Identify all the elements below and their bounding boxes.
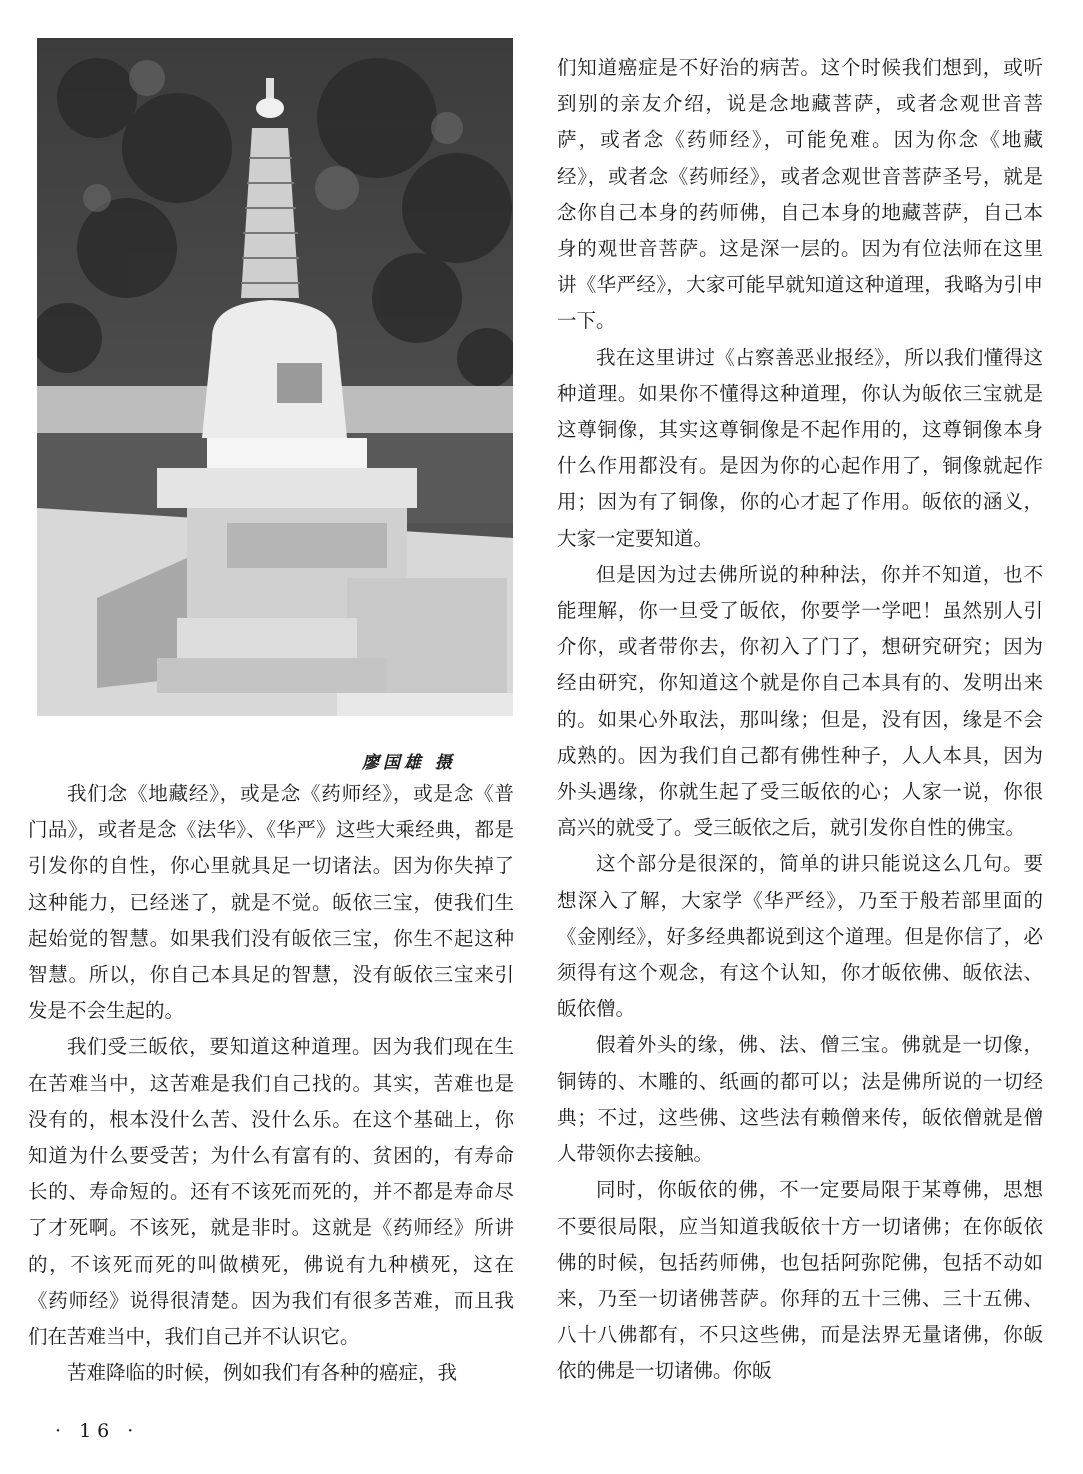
paragraph: 但是因为过去佛所说的种种法，你并不知道，也不能理解，你一旦受了皈依，你要学一学吧！虽然别人引介你，或者带你去，你初入了门了，想研究研究；因为经由研究，你知道这个就是你自己本具有的、发明出来的。如果心外取法，那叫缘；但是，没有因，缘是不会成熟的。因为我们自己都有佛性种子，人人本具，因为外头遇缘，你就生起了受三皈依的心；人家一说，你很高兴的就受了。受三皈依之后，就引发你自性的佛宝。 — [557, 562, 1043, 840]
paragraph: 这个部分是很深的，简单的讲只能说这么几句。要想深入了解，大家学《华严经》，乃至于般若部里面的《金刚经》，好多经典都说到这个道理。但是你信了，必须得有这个观念，有这个认知，你才皈依佛、皈依法、皈依僧。 — [557, 852, 1043, 1021]
paragraph: 苦难降临的时候，例如我们有各种的癌症，我 — [67, 1361, 458, 1385]
stupa-illustration — [37, 38, 513, 716]
paragraph: 我在这里讲过《占察善恶业报经》，所以我们懂得这种道理。如果你不懂得这种道理，你认为皈依三宝就是这尊铜像，其实这尊铜像是不起作用的，这尊铜像本身什么作用都没有。是因为你的心起作用了，铜像就起作用；因为有了铜像，你的心才起了作用。皈依的涵义，大家一定要知道。 — [557, 345, 1043, 550]
paragraph: 同时，你皈依的佛，不一定要局限于某尊佛，思想不要很局限，应当知道我皈依十方一切诸佛；在你皈依佛的时候，包括药师佛，也包括阿弥陀佛，包括不动如来，乃至一切诸佛菩萨。你拜的五十三佛、三十五佛、八十八佛都有，不只这些佛，而是法界无量诸佛，你皈依的佛是一切诸佛。你皈 — [557, 1178, 1043, 1383]
page-number: · 16 · — [55, 1420, 140, 1442]
paragraph: 我们念《地藏经》，或是念《药师经》，或是念《普门品》，或者是念《法华》、《华严》这些大乘经典，都是引发你的自性，你心里就具足一切诸法。因为你失掉了这种能力，已经迷了，就是不觉。皈依三宝，使我们生起始觉的智慧。如果我们没有皈依三宝，你生不起这种智慧。所以，你自己本具足的智慧，没有皈依三宝来引发是不会生起的。 — [28, 782, 514, 1023]
stupa-photo — [37, 38, 513, 716]
paragraph-continuation: 们知道癌症是不好治的病苦。这个时候我们想到，或听到别的亲友介绍，说是念地藏菩萨，或者念观世音菩萨，或者念《药师经》，可能免难。因为你念《地藏经》，或者念《药师经》，或者念观世音菩萨圣号，就是念你自己本身的药师佛，自己本身的地藏菩萨，自己本身的观世音菩萨。这是深一层的。因为有位法师在这里讲《华严经》，大家可能早就知道这种道理，我略为引申一下。 — [557, 56, 1043, 333]
photo-caption: 廖国雄 摄 — [362, 753, 456, 773]
paragraph: 我们受三皈依，要知道这种道理。因为我们现在生在苦难当中，这苦难是我们自己找的。其实，苦难也是没有的，根本没什么苦、没什么乐。在这个基础上，你知道为什么要受苦；为什么有富有的、贫困的，有寿命长的、寿命短的。还有不该死而死的，并不都是寿命尽了才死啊。不该死，就是非时。这就是《药师经》所讲的，不该死而死的叫做横死，佛说有九种横死，这在《药师经》说得很清楚。因为我们有很多苦难，而且我们在苦难当中，我们自己并不认识它。 — [28, 1035, 514, 1349]
left-column — [28, 776, 514, 1416]
right-column — [557, 50, 1043, 1428]
paragraph: 假着外头的缘，佛、法、僧三宝。佛就是一切像，铜铸的、木雕的、纸画的都可以；法是佛所说的一切经典；不过，这些佛、这些法有赖僧来传，皈依僧就是僧人带领你去接触。 — [557, 1033, 1043, 1166]
